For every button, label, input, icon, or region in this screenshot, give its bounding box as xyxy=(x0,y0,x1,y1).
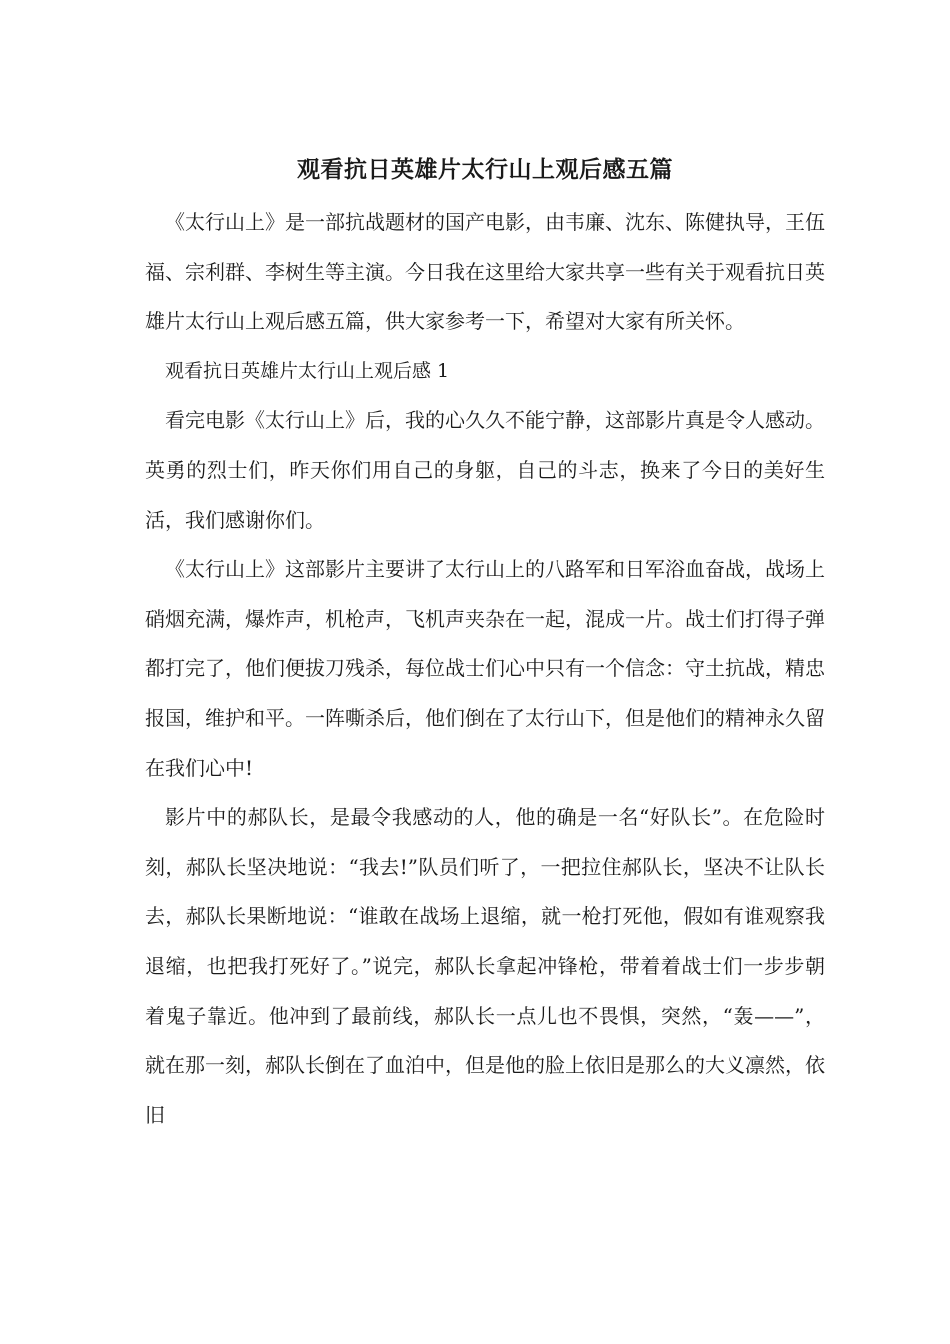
body-paragraph: 看完电影《太行山上》后，我的心久久不能宁静，这部影片真是令人感动。英勇的烈士们，昨天你们用自己的身躯，自己的斗志，换来了今日的美好生活，我们感谢你们。 xyxy=(145,408,825,532)
body-paragraph: 《太行山上》这部影片主要讲了太行山上的八路军和日军浴血奋战，战场上硝烟充满，爆炸声，机枪声，飞机声夹杂在一起，混成一片。战士们打得子弹都打完了，他们便拔刀残杀，每位战士们心中只有一个信念：守土抗战，精忠报国，维护和平。一阵嘶杀后，他们倒在了太行山下，但是他们的精神永久留在我们心中! xyxy=(145,557,825,780)
document-body xyxy=(145,150,825,1140)
body-paragraph: 影片中的郝队长，是最令我感动的人，他的确是一名“好队长”。在危险时刻，郝队长坚决地说：“我去!”队员们听了，一把拉住郝队长，坚决不让队长去，郝队长果断地说：“谁敢在战场上退缩，就一枪打死他，假如有谁观察我退缩，也把我打死好了。”说完，郝队长拿起冲锋枪，带着着战士们一步步朝着鬼子靠近。他冲到了最前线，郝队长一点儿也不畏惧，突然，“轰——”，就在那一刻，郝队长倒在了血泊中，但是他的脸上依旧是那么的大义凛然，依旧 xyxy=(145,805,825,1127)
section-heading: 观看抗日英雄片太行山上观后感 1 xyxy=(165,359,450,382)
document-title: 观看抗日英雄片太行山上观后感五篇 xyxy=(297,156,673,183)
intro-paragraph: 《太行山上》是一部抗战题材的国产电影，由韦廉、沈东、陈健执导，王伍福、宗利群、李树生等主演。今日我在这里给大家共享一些有关于观看抗日英雄片太行山上观后感五篇，供大家参考一下，希望对大家有所关怀。 xyxy=(145,210,825,334)
